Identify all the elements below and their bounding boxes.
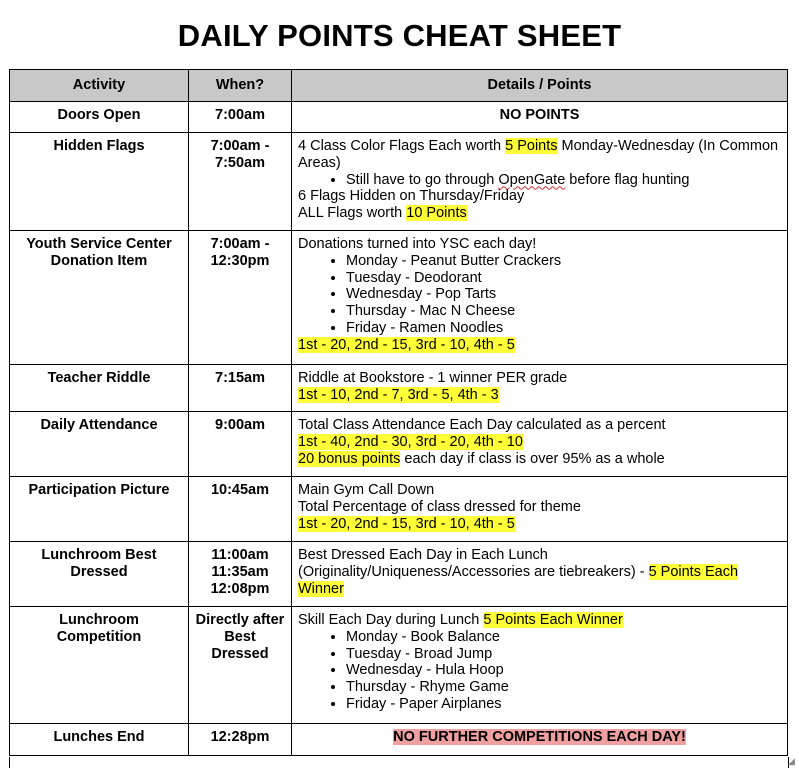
table-row: [10, 724, 788, 756]
table-row: [10, 477, 788, 542]
detail-line: ALL Flags worth 10 Points: [298, 205, 467, 222]
points-highlight: 1st - 40, 2nd - 30, 3rd - 20, 4th - 10: [298, 433, 523, 450]
list-item: • Thursday - Mac N Cheese: [346, 303, 781, 320]
detail-line: 20 bonus points each day if class is over 95% as a whole: [298, 450, 665, 467]
details-cell: [292, 542, 788, 607]
points-highlight: 10 Points: [406, 205, 467, 222]
detail-line: Total Class Attendance Each Day calculated as a percent: [298, 417, 666, 433]
when-cell: 9:00am: [189, 412, 292, 477]
details-cell: [292, 412, 788, 477]
table-row: [10, 133, 788, 231]
points-highlight: 5 Points: [505, 138, 558, 154]
activity-cell: Lunches End: [10, 724, 189, 756]
spellcheck-word: OpenGate: [498, 171, 566, 188]
page-title: DAILY POINTS CHEAT SHEET: [177, 18, 622, 53]
details-cell: [292, 231, 788, 365]
detail-line: [298, 337, 781, 354]
when-cell: 7:15am: [189, 365, 292, 412]
activity-cell: Hidden Flags: [10, 133, 189, 231]
detail-line: Main Gym Call Down: [298, 482, 435, 498]
bullet-list: [298, 629, 781, 713]
detail-line: Donations turned into YSC each day!: [298, 236, 537, 252]
list-item: • Monday - Book Balance: [346, 629, 781, 646]
bullet-list: [298, 253, 781, 337]
points-highlight: 1st - 10, 2nd - 7, 3rd - 5, 4th - 3: [298, 386, 499, 403]
when-cell: Directly after Best Dressed: [189, 607, 292, 724]
detail-line: (Originality/Uniqueness/Accessories are tiebreakers) - 5 Points Each Winner: [298, 563, 739, 597]
points-highlight: 1st - 20, 2nd - 15, 3rd - 10, 4th - 5: [298, 515, 515, 532]
detail-line: 6 Flags Hidden on Thursday/Friday: [298, 188, 525, 205]
list-item: • Tuesday - Deodorant: [346, 270, 781, 287]
list-item: • Still have to go through OpenGate before flag hunting: [346, 172, 781, 189]
detail-line: Best Dressed Each Day in Each Lunch: [298, 547, 548, 563]
time-line: 11:35am: [211, 563, 269, 580]
detail-line: [298, 516, 781, 533]
detail-line: 4 Class Color Flags Each worth 5 Points Monday-Wednesday (In Common Areas): [298, 138, 779, 171]
activity-cell: Daily Attendance: [10, 412, 189, 477]
table-row: [10, 231, 788, 365]
activity-cell: Teacher Riddle: [10, 365, 189, 412]
header-activity: Activity: [10, 70, 189, 102]
when-cell: 7:00am: [189, 102, 292, 133]
points-highlight: 5 Points Each Winner: [298, 563, 739, 597]
list-item: • Friday - Ramen Noodles: [346, 320, 781, 337]
list-item: • Friday - Paper Airplanes: [346, 696, 781, 713]
detail-line: Skill Each Day during Lunch 5 Points Each Winner: [298, 612, 623, 628]
when-cell: 12:28pm: [189, 724, 292, 756]
detail-line: Riddle at Bookstore - 1 winner PER grade: [298, 370, 568, 386]
detail-line: [298, 387, 781, 404]
details-cell: [292, 607, 788, 724]
activity-cell: Lunchroom Best Dressed: [10, 542, 189, 607]
details-cell: NO POINTS: [292, 102, 788, 133]
activity-cell: Doors Open: [10, 102, 189, 133]
header-row: [10, 70, 788, 102]
header-when: When?: [189, 70, 292, 102]
when-cell: [189, 542, 292, 607]
resize-grip-icon[interactable]: ◢: [788, 756, 795, 766]
points-highlight: 20 bonus points: [298, 450, 401, 467]
when-cell: 10:45am: [189, 477, 292, 542]
notice-highlight: NO FURTHER COMPETITIONS EACH DAY!: [393, 729, 686, 745]
bullet-list: [298, 172, 781, 189]
list-item: • Tuesday - Broad Jump: [346, 646, 781, 663]
details-cell: [292, 477, 788, 542]
points-table: [9, 69, 788, 756]
details-cell: [292, 724, 788, 756]
table-row: [10, 607, 788, 724]
activity-cell: Lunchroom Competition: [10, 607, 189, 724]
table-row: [10, 365, 788, 412]
table-row: [10, 102, 788, 133]
activity-cell: Youth Service Center Donation Item: [10, 231, 189, 365]
activity-cell: Participation Picture: [10, 477, 189, 542]
list-item: • Thursday - Rhyme Game: [346, 679, 781, 696]
header-details: Details / Points: [292, 70, 788, 102]
table-row: [10, 542, 788, 607]
time-line: 11:00am: [211, 547, 269, 563]
table-continuation: [9, 757, 789, 768]
time-line: 12:08pm: [210, 580, 270, 597]
details-cell: [292, 133, 788, 231]
points-highlight: 5 Points Each Winner: [483, 612, 623, 628]
points-highlight: 1st - 20, 2nd - 15, 3rd - 10, 4th - 5: [298, 336, 515, 353]
detail-line: [298, 434, 781, 451]
list-item: • Wednesday - Hula Hoop: [346, 662, 781, 679]
when-cell: 7:00am - 7:50am: [189, 133, 292, 231]
list-item: • Wednesday - Pop Tarts: [346, 286, 781, 303]
when-cell: 7:00am - 12:30pm: [189, 231, 292, 365]
detail-line: Total Percentage of class dressed for theme: [298, 498, 581, 515]
details-cell: [292, 365, 788, 412]
table-row: [10, 412, 788, 477]
list-item: • Monday - Peanut Butter Crackers: [346, 253, 781, 270]
